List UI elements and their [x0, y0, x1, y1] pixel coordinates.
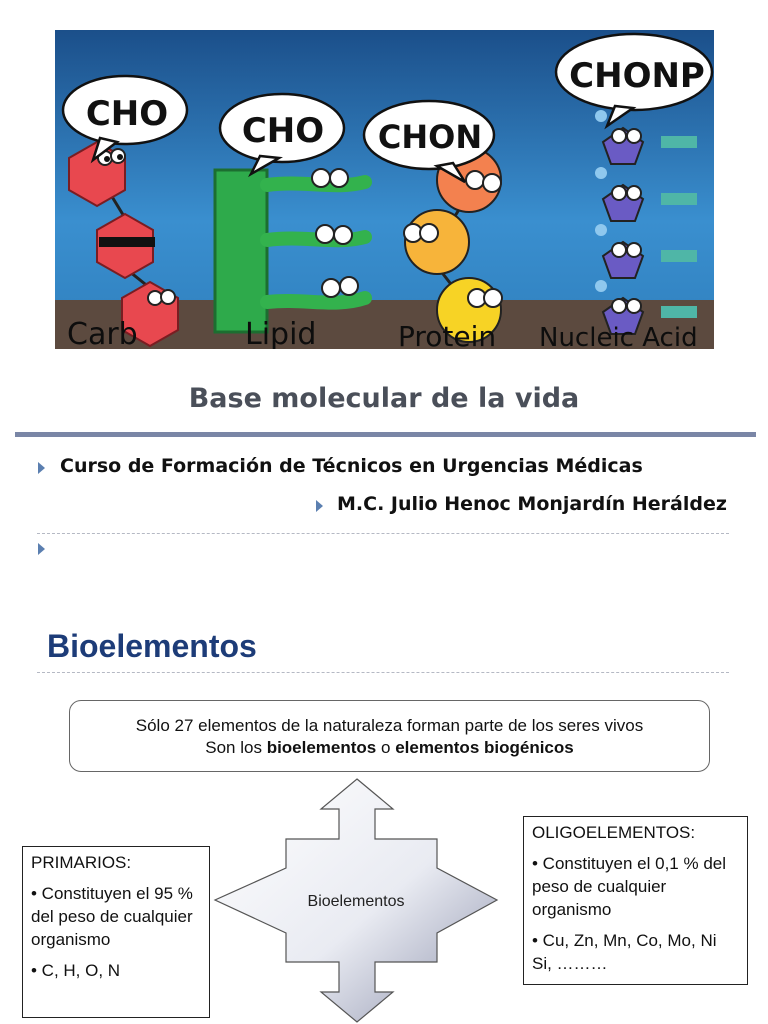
primarios-heading: PRIMARIOS: [31, 853, 132, 872]
term-elementos-biogenicos: elementos biogénicos [395, 738, 574, 757]
lipid-head [215, 170, 267, 332]
bullet-arrow-icon [316, 500, 323, 512]
primarios-bullet-1: • Constituyen el 95 % del peso de cualquier organismo [31, 884, 193, 949]
bullet-arrow-icon [38, 462, 45, 474]
nucleic-base [661, 193, 697, 205]
biomolecules-illustration [55, 30, 714, 349]
bubble-text-carb: CHO [85, 94, 169, 134]
center-label: Bioelementos [307, 893, 405, 910]
course-name: Curso de Formación de Técnicos en Urgencias Médicas [60, 455, 643, 477]
dashed-divider [37, 672, 729, 673]
author-name: M.C. Julio Henoc Monjardín Heráldez [337, 493, 727, 515]
bubble-text-lipid: CHO [241, 111, 325, 151]
oligoelementos-box [523, 816, 748, 985]
definition-line1: Sólo 27 elementos de la naturaleza forman parte de los seres vivos [135, 716, 644, 735]
oligo-heading: OLIGOELEMENTOS: [532, 823, 696, 842]
oligo-bullet-2: • Cu, Zn, Mn, Co, Mo, Ni Si, ……… [532, 931, 717, 973]
primarios-box [22, 846, 210, 1018]
bullet-arrow-icon [38, 543, 45, 555]
nucleic-base [661, 136, 697, 148]
primarios-bullet-2: • C, H, O, N [31, 961, 121, 980]
term-bioelementos: bioelementos [266, 738, 377, 757]
definition-line2 [70, 737, 709, 759]
label-nucleic: Nucleic Acid [539, 323, 698, 349]
dashed-divider [37, 533, 729, 534]
definition-prefix: Son los [205, 738, 267, 757]
bubble-text-protein: CHON [377, 118, 483, 156]
definition-box [69, 700, 710, 772]
definition-conjunction: o [376, 738, 396, 757]
slide-title-bioelementos: Bioelementos [47, 628, 257, 664]
title-divider [15, 432, 756, 437]
bubble-text-nucleic: CHONP [569, 56, 705, 96]
nucleic-base [661, 250, 697, 262]
oligo-bullet-1: • Constituyen el 0,1 % del peso de cualquier organismo [532, 854, 727, 919]
label-protein: Protein [398, 320, 497, 349]
sunglasses-icon [99, 237, 155, 247]
nucleic-base [661, 306, 697, 318]
slide-title: Base molecular de la vida [188, 383, 580, 414]
label-lipid: Lipid [245, 317, 317, 349]
label-carb: Carb [67, 317, 138, 349]
four-way-arrow-icon [212, 778, 502, 1024]
